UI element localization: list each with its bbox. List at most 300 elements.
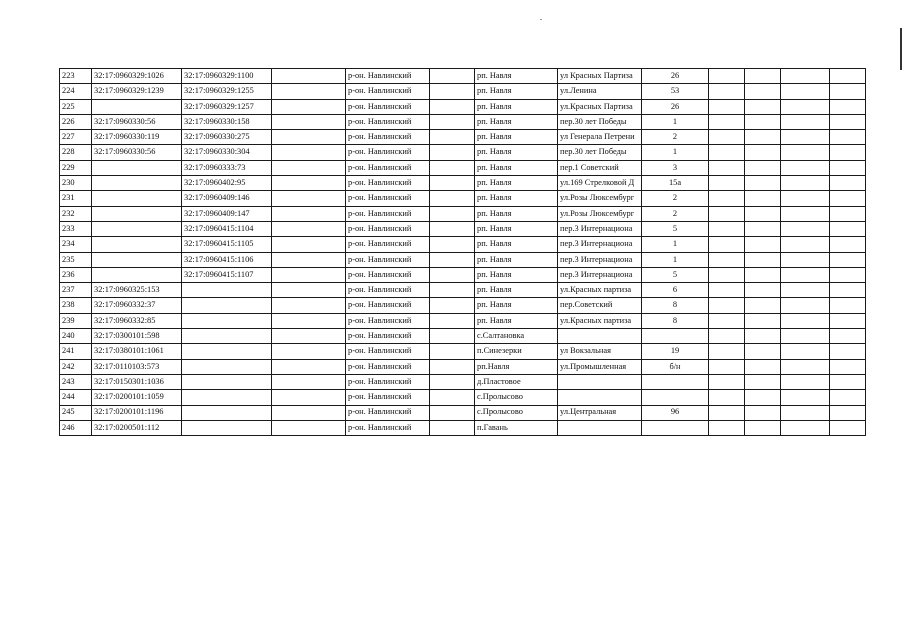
- extra-col-1-cell: [709, 191, 745, 206]
- extra-col-4-cell: [830, 344, 866, 359]
- table-row: [60, 298, 866, 313]
- street-cell: пер.3 Интернациона: [558, 221, 642, 236]
- extra-col-4-cell: [830, 206, 866, 221]
- row-number-cell: 232: [60, 206, 92, 221]
- blank-col-cell: [272, 420, 346, 435]
- street-cell: ул.Красных партиза: [558, 283, 642, 298]
- cadastral-number-object-cell: 32:17:0960415:1105: [182, 237, 272, 252]
- settlement-cell: рп. Навля: [475, 283, 558, 298]
- cadastral-number-land-cell: 32:17:0200101:1196: [92, 405, 182, 420]
- property-table: [59, 68, 866, 436]
- street-cell: ул.Центральная: [558, 405, 642, 420]
- cadastral-number-land-cell: 32:17:0300101:598: [92, 329, 182, 344]
- cadastral-number-land-cell: 32:17:0960329:1026: [92, 69, 182, 84]
- blank-col-cell: [272, 329, 346, 344]
- extra-col-2-cell: [745, 130, 781, 145]
- extra-col-1-cell: [709, 160, 745, 175]
- house-number-cell: 53: [642, 84, 709, 99]
- settlement-cell: рп. Навля: [475, 130, 558, 145]
- extra-col-1-cell: [709, 130, 745, 145]
- house-number-cell: 96: [642, 405, 709, 420]
- extra-col-2-cell: [745, 84, 781, 99]
- extra-col-1-cell: [709, 420, 745, 435]
- table-row: [60, 344, 866, 359]
- cadastral-number-object-cell: 32:17:0960329:1100: [182, 69, 272, 84]
- house-number-cell: 1: [642, 252, 709, 267]
- cadastral-number-land-cell: 32:17:0960330:56: [92, 145, 182, 160]
- extra-col-3-cell: [781, 329, 830, 344]
- district-cell: р-он. Навлинский: [346, 114, 430, 129]
- extra-col-1-cell: [709, 359, 745, 374]
- extra-col-2-cell: [745, 283, 781, 298]
- extra-col-3-cell: [781, 160, 830, 175]
- blank-col-2-cell: [430, 221, 475, 236]
- extra-col-2-cell: [745, 160, 781, 175]
- extra-col-4-cell: [830, 390, 866, 405]
- street-cell: ул.169 Стрелковой Д: [558, 176, 642, 191]
- blank-col-cell: [272, 252, 346, 267]
- street-cell: [558, 420, 642, 435]
- table-row: [60, 237, 866, 252]
- row-number-cell: 229: [60, 160, 92, 175]
- row-number-cell: 228: [60, 145, 92, 160]
- blank-col-cell: [272, 191, 346, 206]
- cadastral-number-object-cell: [182, 359, 272, 374]
- extra-col-1-cell: [709, 390, 745, 405]
- extra-col-3-cell: [781, 344, 830, 359]
- cadastral-number-object-cell: [182, 420, 272, 435]
- district-cell: р-он. Навлинский: [346, 176, 430, 191]
- cadastral-number-land-cell: 32:17:0200101:1059: [92, 390, 182, 405]
- settlement-cell: рп. Навля: [475, 145, 558, 160]
- district-cell: р-он. Навлинский: [346, 69, 430, 84]
- extra-col-4-cell: [830, 69, 866, 84]
- cadastral-number-land-cell: 32:17:0150301:1036: [92, 374, 182, 389]
- cadastral-number-object-cell: 32:17:0960402:95: [182, 176, 272, 191]
- blank-col-2-cell: [430, 390, 475, 405]
- extra-col-4-cell: [830, 176, 866, 191]
- district-cell: р-он. Навлинский: [346, 313, 430, 328]
- extra-col-4-cell: [830, 359, 866, 374]
- extra-col-1-cell: [709, 252, 745, 267]
- extra-col-1-cell: [709, 69, 745, 84]
- district-cell: р-он. Навлинский: [346, 344, 430, 359]
- blank-col-2-cell: [430, 160, 475, 175]
- extra-col-4-cell: [830, 298, 866, 313]
- blank-col-cell: [272, 114, 346, 129]
- table-row: [60, 206, 866, 221]
- house-number-cell: 26: [642, 69, 709, 84]
- house-number-cell: [642, 374, 709, 389]
- blank-col-2-cell: [430, 69, 475, 84]
- extra-col-1-cell: [709, 206, 745, 221]
- extra-col-1-cell: [709, 114, 745, 129]
- district-cell: р-он. Навлинский: [346, 160, 430, 175]
- street-cell: [558, 390, 642, 405]
- extra-col-2-cell: [745, 329, 781, 344]
- extra-col-1-cell: [709, 176, 745, 191]
- extra-col-1-cell: [709, 99, 745, 114]
- extra-col-3-cell: [781, 283, 830, 298]
- extra-col-3-cell: [781, 374, 830, 389]
- settlement-cell: рп. Навля: [475, 298, 558, 313]
- extra-col-2-cell: [745, 191, 781, 206]
- scan-edge-line: [900, 28, 902, 70]
- extra-col-4-cell: [830, 252, 866, 267]
- settlement-cell: рп. Навля: [475, 237, 558, 252]
- blank-col-cell: [272, 84, 346, 99]
- extra-col-4-cell: [830, 374, 866, 389]
- blank-col-2-cell: [430, 252, 475, 267]
- row-number-cell: 226: [60, 114, 92, 129]
- blank-col-2-cell: [430, 99, 475, 114]
- house-number-cell: 1: [642, 237, 709, 252]
- cadastral-number-object-cell: 32:17:0960415:1107: [182, 267, 272, 282]
- extra-col-3-cell: [781, 191, 830, 206]
- extra-col-4-cell: [830, 405, 866, 420]
- house-number-cell: 8: [642, 298, 709, 313]
- row-number-cell: 238: [60, 298, 92, 313]
- extra-col-2-cell: [745, 359, 781, 374]
- extra-col-4-cell: [830, 283, 866, 298]
- house-number-cell: 2: [642, 206, 709, 221]
- cadastral-number-land-cell: 32:17:0380101:1061: [92, 344, 182, 359]
- extra-col-2-cell: [745, 313, 781, 328]
- district-cell: р-он. Навлинский: [346, 84, 430, 99]
- extra-col-4-cell: [830, 237, 866, 252]
- cadastral-number-object-cell: 32:17:0960330:275: [182, 130, 272, 145]
- cadastral-number-object-cell: [182, 374, 272, 389]
- extra-col-3-cell: [781, 221, 830, 236]
- district-cell: р-он. Навлинский: [346, 405, 430, 420]
- extra-col-3-cell: [781, 145, 830, 160]
- table-row: [60, 390, 866, 405]
- cadastral-number-land-cell: 32:17:0110103:573: [92, 359, 182, 374]
- table-row: [60, 420, 866, 435]
- house-number-cell: 26: [642, 99, 709, 114]
- table-row: [60, 267, 866, 282]
- extra-col-2-cell: [745, 374, 781, 389]
- row-number-cell: 239: [60, 313, 92, 328]
- extra-col-1-cell: [709, 313, 745, 328]
- settlement-cell: рп. Навля: [475, 267, 558, 282]
- extra-col-1-cell: [709, 405, 745, 420]
- cadastral-number-land-cell: [92, 160, 182, 175]
- extra-col-3-cell: [781, 313, 830, 328]
- house-number-cell: 3: [642, 160, 709, 175]
- row-number-cell: 237: [60, 283, 92, 298]
- extra-col-3-cell: [781, 99, 830, 114]
- blank-col-cell: [272, 405, 346, 420]
- blank-col-2-cell: [430, 114, 475, 129]
- settlement-cell: с.Пролысово: [475, 390, 558, 405]
- extra-col-2-cell: [745, 206, 781, 221]
- blank-col-2-cell: [430, 359, 475, 374]
- row-number-cell: 225: [60, 99, 92, 114]
- extra-col-2-cell: [745, 344, 781, 359]
- street-cell: ул.Розы Люксембург: [558, 206, 642, 221]
- row-number-cell: 245: [60, 405, 92, 420]
- extra-col-2-cell: [745, 267, 781, 282]
- house-number-cell: 6: [642, 283, 709, 298]
- extra-col-4-cell: [830, 329, 866, 344]
- house-number-cell: 2: [642, 191, 709, 206]
- cadastral-number-object-cell: 32:17:0960415:1106: [182, 252, 272, 267]
- row-number-cell: 240: [60, 329, 92, 344]
- blank-col-2-cell: [430, 145, 475, 160]
- table-row: [60, 405, 866, 420]
- street-cell: ул.Промышленная: [558, 359, 642, 374]
- blank-col-cell: [272, 283, 346, 298]
- settlement-cell: д.Пластовое: [475, 374, 558, 389]
- blank-col-cell: [272, 359, 346, 374]
- house-number-cell: 5: [642, 267, 709, 282]
- blank-col-cell: [272, 344, 346, 359]
- blank-col-cell: [272, 206, 346, 221]
- blank-col-2-cell: [430, 237, 475, 252]
- extra-col-1-cell: [709, 374, 745, 389]
- row-number-cell: 244: [60, 390, 92, 405]
- blank-col-2-cell: [430, 298, 475, 313]
- extra-col-1-cell: [709, 298, 745, 313]
- cadastral-number-object-cell: 32:17:0960330:158: [182, 114, 272, 129]
- blank-col-2-cell: [430, 176, 475, 191]
- extra-col-3-cell: [781, 176, 830, 191]
- cadastral-number-object-cell: 32:17:0960329:1257: [182, 99, 272, 114]
- cadastral-number-object-cell: [182, 313, 272, 328]
- settlement-cell: рп. Навля: [475, 313, 558, 328]
- table-row: [60, 359, 866, 374]
- extra-col-4-cell: [830, 84, 866, 99]
- house-number-cell: [642, 390, 709, 405]
- district-cell: р-он. Навлинский: [346, 420, 430, 435]
- cadastral-number-land-cell: 32:17:0960330:56: [92, 114, 182, 129]
- street-cell: ул Вокзальная: [558, 344, 642, 359]
- settlement-cell: п.Гавань: [475, 420, 558, 435]
- street-cell: пер.1 Советский: [558, 160, 642, 175]
- row-number-cell: 242: [60, 359, 92, 374]
- table-row: [60, 252, 866, 267]
- extra-col-4-cell: [830, 99, 866, 114]
- cadastral-number-object-cell: 32:17:0960409:147: [182, 206, 272, 221]
- row-number-cell: 231: [60, 191, 92, 206]
- cadastral-number-object-cell: [182, 298, 272, 313]
- house-number-cell: 1: [642, 145, 709, 160]
- extra-col-2-cell: [745, 390, 781, 405]
- extra-col-3-cell: [781, 237, 830, 252]
- house-number-cell: 2: [642, 130, 709, 145]
- extra-col-4-cell: [830, 267, 866, 282]
- table-row: [60, 191, 866, 206]
- cadastral-number-object-cell: [182, 390, 272, 405]
- district-cell: р-он. Навлинский: [346, 221, 430, 236]
- extra-col-3-cell: [781, 69, 830, 84]
- table-row: [60, 313, 866, 328]
- district-cell: р-он. Навлинский: [346, 374, 430, 389]
- street-cell: пер.30 лет Победы: [558, 114, 642, 129]
- cadastral-number-land-cell: [92, 252, 182, 267]
- blank-col-cell: [272, 267, 346, 282]
- row-number-cell: 236: [60, 267, 92, 282]
- extra-col-3-cell: [781, 130, 830, 145]
- settlement-cell: рп.Навля: [475, 359, 558, 374]
- table-row: [60, 130, 866, 145]
- blank-col-cell: [272, 237, 346, 252]
- row-number-cell: 235: [60, 252, 92, 267]
- extra-col-2-cell: [745, 99, 781, 114]
- row-number-cell: 234: [60, 237, 92, 252]
- cadastral-number-land-cell: [92, 176, 182, 191]
- blank-col-cell: [272, 160, 346, 175]
- district-cell: р-он. Навлинский: [346, 252, 430, 267]
- cadastral-number-object-cell: [182, 329, 272, 344]
- blank-col-2-cell: [430, 267, 475, 282]
- settlement-cell: рп. Навля: [475, 69, 558, 84]
- table-row: [60, 145, 866, 160]
- extra-col-4-cell: [830, 130, 866, 145]
- table-row: [60, 283, 866, 298]
- district-cell: р-он. Навлинский: [346, 390, 430, 405]
- house-number-cell: 1: [642, 114, 709, 129]
- blank-col-2-cell: [430, 313, 475, 328]
- settlement-cell: с.Пролысово: [475, 405, 558, 420]
- row-number-cell: 230: [60, 176, 92, 191]
- extra-col-4-cell: [830, 221, 866, 236]
- blank-col-2-cell: [430, 84, 475, 99]
- blank-col-cell: [272, 374, 346, 389]
- cadastral-number-land-cell: [92, 267, 182, 282]
- district-cell: р-он. Навлинский: [346, 99, 430, 114]
- street-cell: ул.Красных Партиза: [558, 99, 642, 114]
- settlement-cell: рп. Навля: [475, 221, 558, 236]
- district-cell: р-он. Навлинский: [346, 237, 430, 252]
- extra-col-3-cell: [781, 206, 830, 221]
- extra-col-2-cell: [745, 405, 781, 420]
- settlement-cell: рп. Навля: [475, 252, 558, 267]
- extra-col-2-cell: [745, 145, 781, 160]
- cadastral-number-land-cell: [92, 221, 182, 236]
- cadastral-number-land-cell: [92, 237, 182, 252]
- row-number-cell: 243: [60, 374, 92, 389]
- cadastral-number-land-cell: [92, 99, 182, 114]
- blank-col-2-cell: [430, 191, 475, 206]
- street-cell: пер.30 лет Победы: [558, 145, 642, 160]
- street-cell: [558, 329, 642, 344]
- blank-col-cell: [272, 390, 346, 405]
- cadastral-number-land-cell: 32:17:0960332:37: [92, 298, 182, 313]
- row-number-cell: 246: [60, 420, 92, 435]
- blank-col-cell: [272, 221, 346, 236]
- blank-col-2-cell: [430, 283, 475, 298]
- extra-col-2-cell: [745, 298, 781, 313]
- house-number-cell: 5: [642, 221, 709, 236]
- extra-col-2-cell: [745, 176, 781, 191]
- house-number-cell: 15а: [642, 176, 709, 191]
- house-number-cell: 19: [642, 344, 709, 359]
- street-cell: ул Красных Партиза: [558, 69, 642, 84]
- street-cell: пер.Советский: [558, 298, 642, 313]
- row-number-cell: 224: [60, 84, 92, 99]
- cadastral-number-land-cell: 32:17:0960325:153: [92, 283, 182, 298]
- row-number-cell: 227: [60, 130, 92, 145]
- extra-col-2-cell: [745, 420, 781, 435]
- row-number-cell: 223: [60, 69, 92, 84]
- extra-col-1-cell: [709, 267, 745, 282]
- blank-col-2-cell: [430, 206, 475, 221]
- table-row: [60, 160, 866, 175]
- extra-col-1-cell: [709, 283, 745, 298]
- district-cell: р-он. Навлинский: [346, 206, 430, 221]
- extra-col-2-cell: [745, 69, 781, 84]
- blank-col-cell: [272, 145, 346, 160]
- table-row: [60, 114, 866, 129]
- blank-col-cell: [272, 99, 346, 114]
- extra-col-3-cell: [781, 359, 830, 374]
- cadastral-number-object-cell: 32:17:0960330:304: [182, 145, 272, 160]
- extra-col-2-cell: [745, 237, 781, 252]
- table-row: [60, 176, 866, 191]
- cadastral-number-object-cell: [182, 405, 272, 420]
- extra-col-1-cell: [709, 84, 745, 99]
- extra-col-1-cell: [709, 329, 745, 344]
- street-cell: пер.3 Интернациона: [558, 252, 642, 267]
- blank-col-2-cell: [430, 130, 475, 145]
- extra-col-3-cell: [781, 84, 830, 99]
- blank-col-2-cell: [430, 329, 475, 344]
- street-cell: ул.Ленина: [558, 84, 642, 99]
- cadastral-number-land-cell: 32:17:0960330:119: [92, 130, 182, 145]
- extra-col-4-cell: [830, 191, 866, 206]
- street-cell: пер.3 Интернациона: [558, 267, 642, 282]
- house-number-cell: 8: [642, 313, 709, 328]
- district-cell: р-он. Навлинский: [346, 359, 430, 374]
- street-cell: пер.3 Интернациона: [558, 237, 642, 252]
- cadastral-number-land-cell: 32:17:0200501:112: [92, 420, 182, 435]
- blank-col-cell: [272, 130, 346, 145]
- house-number-cell: б/н: [642, 359, 709, 374]
- blank-col-cell: [272, 298, 346, 313]
- cadastral-number-object-cell: 32:17:0960415:1104: [182, 221, 272, 236]
- table-row: [60, 221, 866, 236]
- blank-col-2-cell: [430, 420, 475, 435]
- extra-col-1-cell: [709, 344, 745, 359]
- extra-col-1-cell: [709, 221, 745, 236]
- row-number-cell: 241: [60, 344, 92, 359]
- district-cell: р-он. Навлинский: [346, 130, 430, 145]
- cadastral-number-land-cell: 32:17:0960329:1239: [92, 84, 182, 99]
- blank-col-2-cell: [430, 405, 475, 420]
- extra-col-4-cell: [830, 420, 866, 435]
- cadastral-number-object-cell: [182, 283, 272, 298]
- settlement-cell: рп. Навля: [475, 206, 558, 221]
- blank-col-cell: [272, 176, 346, 191]
- extra-col-1-cell: [709, 237, 745, 252]
- settlement-cell: рп. Навля: [475, 176, 558, 191]
- extra-col-2-cell: [745, 252, 781, 267]
- table-row: [60, 84, 866, 99]
- settlement-cell: п.Синезерки: [475, 344, 558, 359]
- scan-speck: [540, 19, 542, 20]
- settlement-cell: рп. Навля: [475, 191, 558, 206]
- extra-col-2-cell: [745, 114, 781, 129]
- cadastral-number-land-cell: [92, 206, 182, 221]
- district-cell: р-он. Навлинский: [346, 298, 430, 313]
- blank-col-2-cell: [430, 374, 475, 389]
- table-row: [60, 69, 866, 84]
- extra-col-3-cell: [781, 267, 830, 282]
- extra-col-2-cell: [745, 221, 781, 236]
- house-number-cell: [642, 329, 709, 344]
